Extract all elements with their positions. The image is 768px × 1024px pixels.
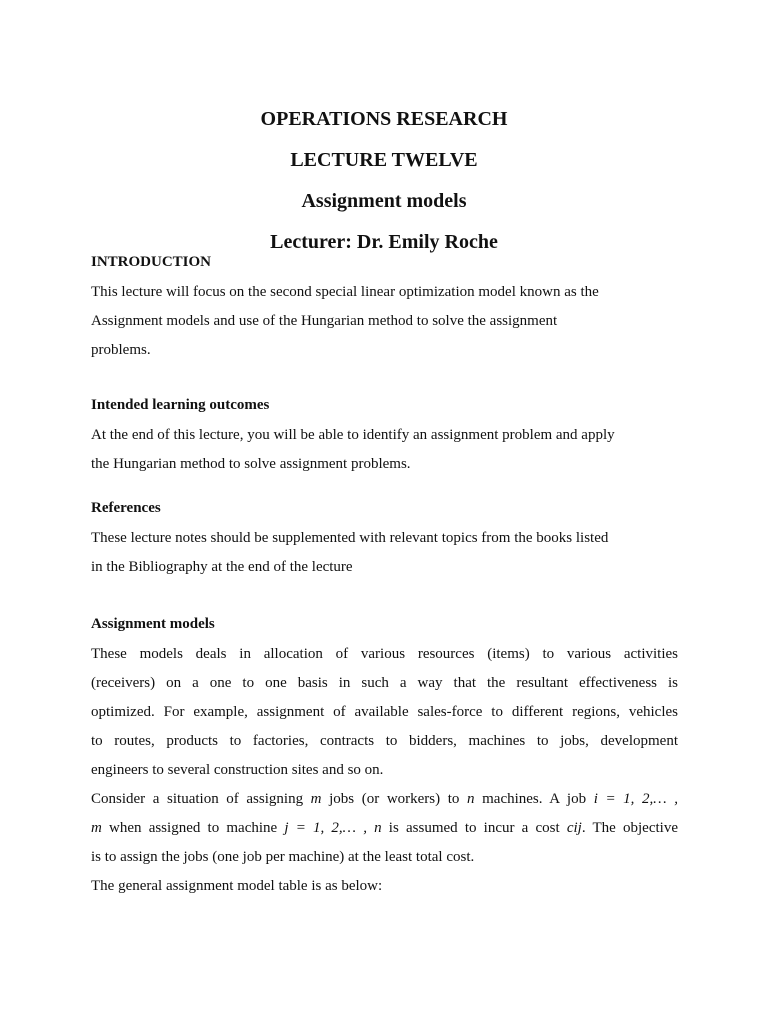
assignment-heading: Assignment models [91, 616, 215, 632]
assignment-paragraph [91, 640, 678, 785]
paragraph-line: This lecture will focus on the second special linear optimization model known as the [91, 284, 599, 300]
text-run: jobs (or workers) to [321, 791, 468, 807]
math-n: n [467, 791, 475, 807]
lecture-number: LECTURE TWELVE [290, 149, 478, 171]
text-run: . The objective [581, 820, 678, 836]
text-run: when assigned to machine [101, 820, 285, 836]
math-m: m [91, 820, 102, 836]
paragraph-line [91, 814, 678, 843]
paragraph-line: is to assign the jobs (one job per machine) at the least total cost. [91, 849, 475, 865]
paragraph-line: These models deals in allocation of various resources (items) to various activities [91, 646, 678, 662]
outcomes-heading: Intended learning outcomes [91, 397, 270, 413]
introduction-paragraph [91, 278, 678, 365]
text-run: is assumed to incur a cost [381, 820, 567, 836]
references-paragraph [91, 524, 678, 582]
text-run: Consider a situation of assigning [91, 791, 311, 807]
paragraph-line: optimized. For example, assignment of available sales-force to different regions, vehicles [91, 704, 678, 720]
paragraph-line: engineers to several construction sites and so on. [91, 762, 384, 778]
references-heading: References [91, 500, 161, 516]
paragraph-line: the Hungarian method to solve assignment problems. [91, 456, 411, 472]
text-run: machines. A job [474, 791, 594, 807]
lecture-topic: Assignment models [301, 190, 467, 212]
paragraph-line [91, 785, 678, 814]
paragraph-line: At the end of this lecture, you will be able to identify an assignment problem and apply [91, 427, 615, 443]
table-intro-line: The general assignment model table is as below: [91, 878, 383, 894]
math-j-range: j = 1, 2,… , n [284, 820, 382, 836]
math-m: m [310, 791, 322, 807]
math-cost: cij [566, 820, 582, 836]
paragraph-line: (receivers) on a one to one basis in such a way that the resultant effectiveness is [91, 675, 678, 691]
math-i-range: i = 1, 2,… , [593, 791, 678, 807]
paragraph-line: in the Bibliography at the end of the lecture [91, 559, 353, 575]
paragraph-line: problems. [91, 342, 151, 358]
paragraph-line: These lecture notes should be supplemented with relevant topics from the books listed [91, 530, 609, 546]
outcomes-paragraph [91, 421, 678, 479]
consider-paragraph [91, 785, 678, 901]
paragraph-line: Assignment models and use of the Hungarian method to solve the assignment [91, 313, 558, 329]
introduction-heading: INTRODUCTION [91, 254, 212, 270]
course-title: OPERATIONS RESEARCH [260, 108, 508, 130]
paragraph-line: to routes, products to factories, contracts to bidders, machines to jobs, development [91, 733, 678, 749]
lecturer-name: Lecturer: Dr. Emily Roche [270, 231, 498, 253]
